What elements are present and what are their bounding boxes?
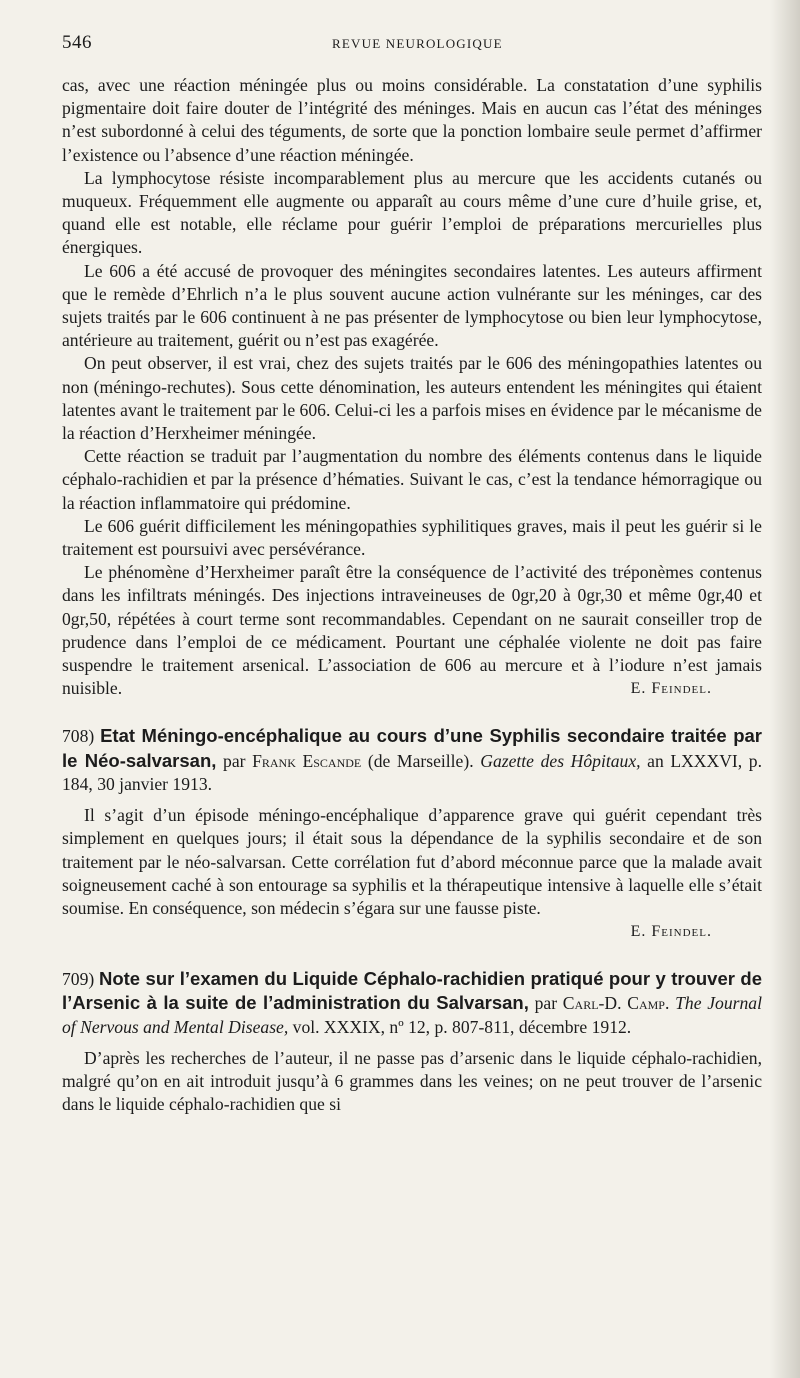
journal-title: REVUE NEUROLOGIQUE <box>332 36 503 51</box>
journal-name: The Journal of Nervous and Mental Disease, <box>62 993 762 1037</box>
article-heading <box>62 724 762 796</box>
citation-details: vol. XXXIX, nº 12, p. 807-811, décembre 1912. <box>292 1016 632 1037</box>
paragraph: Cette réaction se traduit par l’augmentation du nombre des éléments contenus dans le liquide céphalo-rachidien et par la présence d’hématies. Suivant le cas, c’est la tendance hémorragique ou la réaction inflammatoire qui prédomine. <box>62 446 762 513</box>
paragraph: D’après les recherches de l’auteur, il ne passe pas d’arsenic dans le liquide céphalo-rachidien, malgré qu’on en ait introduit jusqu’à 6 grammes dans les veines; on ne peut trouver de l’arsenic dans le liquide céphalo-rachidien que si <box>62 1047 762 1115</box>
running-head <box>62 30 762 56</box>
paragraph: On peut observer, il est vrai, chez des sujets traités par le 606 des méningopathies latentes ou non (méningo-rechutes). Sous cette dénomination, les auteurs entendent les méningites qui étaient latentes avant le traitement par le 606. Celui-ci les a parfois mises en évidence par le mécanisme de la réaction d’Herxheimer méningée. <box>62 353 762 444</box>
author-signature: E. Feindel. <box>630 923 712 941</box>
article-709 <box>62 967 762 1116</box>
citation-details: an LXXXVI, p. 184, 30 janvier 1913. <box>62 750 762 794</box>
article-author: Frank Escande <box>252 750 362 771</box>
author-prefix: par <box>223 750 246 771</box>
article-708 <box>62 724 762 943</box>
author-prefix: par <box>534 993 558 1014</box>
paragraph: La lymphocytose résiste incomparablement plus au mercure que les accidents cutanés ou muqueux. Fréquemment elle augmente ou apparaît au cours même d’une cure d’huile grise, et, quand elle est notable, elle réclame pour guérir l’emploi de préparations mercurielles plus énergiques. <box>62 167 762 258</box>
article-heading <box>62 967 762 1039</box>
paragraph: Le phénomène d’Herxheimer paraît être la conséquence de l’activité des tréponèmes contenus dans les infiltrats méningés. Des injections intraveineuses de 0gr,20 à 0gr,30 et même 0gr,40 et 0gr,50, répétées à court terme sont recommandables. Cependant on ne saurait conseiller trop de prudence dans l’emploi de ce médicament. Pourtant une céphalée violente ne doit pas faire suspendre le traitement arsenical. L’association de 606 au mercure et à l’iodure n’est jamais nuisible. <box>62 562 762 699</box>
article-707-continuation <box>62 74 762 700</box>
paragraph: Le 606 a été accusé de provoquer des méningites secondaires latentes. Les auteurs affirment que le remède d’Ehrlich n’a le plus souvent aucune action vulnérante sur les méninges, car des sujets traités par le 606 continuent à ne pas présenter de lymphocytose ou bien leur lymphocytose, antérieure au traitement, guérit ou n’est pas exagérée. <box>62 260 762 351</box>
paragraph: Il s’agit d’un épisode méningo-encéphalique d’apparence grave qui guérit cependant très simplement en quelques jours; il était sous la dépendance de la syphilis secondaire et de son traitement par le néo-salvarsan. Cette corrélation fut d’abord méconnue parce que la malade avait soigneusement caché à son entourage sa syphilis et la thérapeutique intensive à laquelle elle s’était soumise. En conséquence, son médecin s’égara sur une fausse piste. <box>62 805 762 918</box>
article-number: 709) <box>62 969 95 990</box>
article-title: Etat Méningo-encéphalique au cours d’une Syphilis secondaire traitée par le Néo-salvarsan, <box>62 725 763 771</box>
author-signature: E. Feindel. <box>630 680 712 698</box>
author-affiliation: (de Marseille). <box>367 750 474 771</box>
page-edge-shadow <box>770 0 800 1378</box>
article-author: Carl-D. Camp. <box>562 993 670 1014</box>
paragraph: Le 606 guérit difficilement les méningopathies syphilitiques graves, mais il peut les guérir si le traitement est poursuivi avec persévérance. <box>62 515 762 560</box>
article-title: Note sur l’examen du Liquide Céphalo-rachidien pratiqué pour y trouver de l’Arsenic à la suite de l’administration du Salvarsan, <box>62 968 762 1014</box>
page-number: 546 <box>62 32 92 53</box>
article-number: 708) <box>62 726 95 747</box>
journal-name: Gazette des Hôpitaux, <box>480 750 641 771</box>
paragraph: cas, avec une réaction méningée plus ou moins considérable. La constatation d’une syphilis pigmentaire doit faire douter de l’intégrité des méninges. Mais en aucun cas l’état des méninges n’est subordonné à celui des téguments, de sorte que la ponction lombaire seule permet d’affirmer l’existence ou l’absence d’une réaction méningée. <box>62 75 762 165</box>
